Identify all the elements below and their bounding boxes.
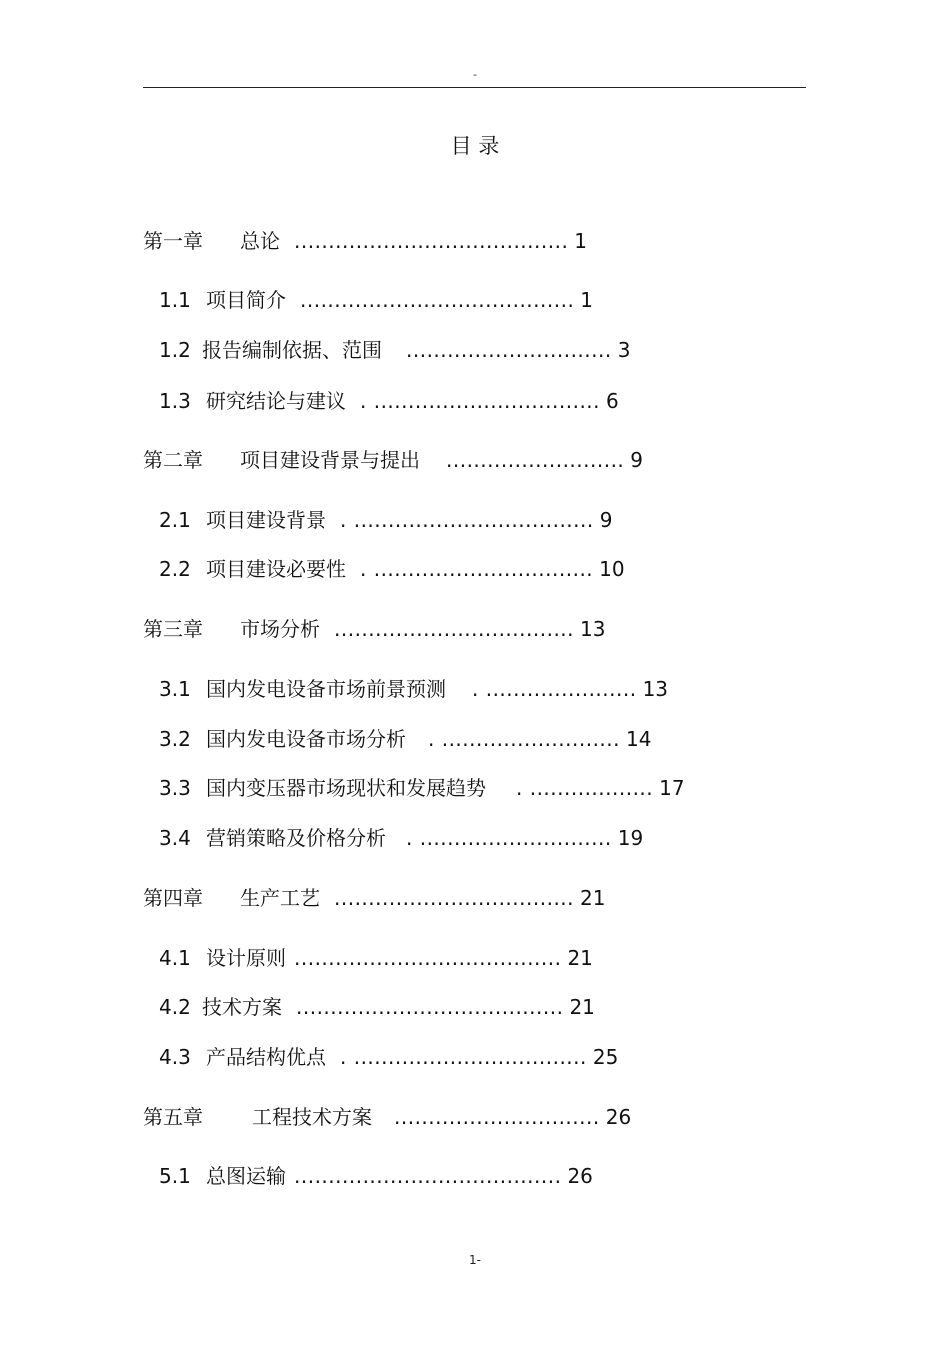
toc-number: 1.2	[159, 338, 191, 362]
toc-page: 6	[606, 389, 619, 413]
toc-section-4-2[interactable]	[159, 995, 595, 1019]
toc-leader: ...................................	[334, 886, 575, 910]
toc-section-3-1[interactable]	[159, 677, 668, 701]
toc-number: 2.1	[159, 508, 191, 532]
toc-leader: ...................................	[334, 617, 575, 641]
toc-number: 3.1	[159, 677, 191, 701]
toc-page: 17	[659, 776, 685, 800]
toc-leader: .......................................	[294, 946, 562, 970]
toc-page: 10	[599, 557, 625, 581]
toc-section-3-4[interactable]	[159, 826, 643, 850]
toc-leader: . ..................................	[340, 1045, 587, 1069]
toc-page: 13	[642, 677, 669, 701]
toc-page: 21	[580, 886, 606, 910]
toc-number: 第三章	[143, 617, 203, 641]
toc-page: 21	[567, 946, 593, 970]
toc-leader: . ..................	[516, 776, 654, 800]
toc-number: 2.2	[159, 557, 191, 581]
toc-section-5-1[interactable]	[159, 1164, 593, 1188]
toc-leader: . ............................	[406, 826, 612, 850]
toc-title: 国内发电设备市场分析	[206, 727, 406, 751]
toc-page: 25	[592, 1045, 619, 1069]
toc-page: 13	[580, 617, 606, 641]
toc-leader: . ................................	[360, 557, 594, 581]
toc-title: 工程技术方案	[252, 1105, 372, 1129]
toc-number: 3.3	[159, 776, 191, 800]
toc-leader: ..........................	[446, 448, 625, 472]
toc-page: 26	[605, 1105, 632, 1129]
toc-section-3-3[interactable]	[159, 776, 685, 800]
toc-chapter-3[interactable]	[143, 617, 605, 641]
toc-title: 研究结论与建议	[206, 389, 346, 413]
toc-title: 项目建设背景与提出	[240, 448, 420, 472]
toc-section-2-2[interactable]	[159, 557, 625, 581]
toc-number: 第二章	[143, 448, 203, 472]
toc-number: 1.3	[159, 389, 191, 413]
toc-leader: .......................................	[296, 995, 564, 1019]
toc-number: 4.2	[159, 995, 191, 1019]
header-mark: -	[473, 68, 477, 81]
toc-title: 生产工艺	[240, 886, 320, 910]
toc-title: 项目建设背景	[206, 508, 326, 532]
toc-leader: . .................................	[360, 389, 601, 413]
toc-number: 3.4	[159, 826, 191, 850]
toc-title: 市场分析	[240, 617, 320, 641]
toc-chapter-2[interactable]	[143, 448, 643, 472]
toc-title: 国内变压器市场现状和发展趋势	[206, 776, 486, 800]
toc-number: 4.1	[159, 946, 191, 970]
toc-title: 产品结构优点	[206, 1045, 326, 1069]
toc-section-3-2[interactable]	[159, 727, 651, 751]
toc-title: 项目简介	[206, 288, 286, 312]
toc-page: 14	[626, 727, 652, 751]
page-title: 目 录	[450, 134, 500, 158]
toc-page: 3	[617, 338, 631, 362]
toc-section-4-3[interactable]	[159, 1045, 618, 1069]
toc-chapter-1[interactable]	[143, 229, 587, 253]
toc-page: 19	[617, 826, 644, 850]
toc-chapter-4[interactable]	[143, 886, 605, 910]
toc-section-1-3[interactable]	[159, 389, 619, 413]
toc-page: 26	[567, 1164, 593, 1188]
toc-number: 1.1	[159, 288, 191, 312]
toc-page: 21	[569, 995, 595, 1019]
toc-section-4-1[interactable]	[159, 946, 593, 970]
toc-leader: ........................................	[300, 288, 575, 312]
toc-title: 设计原则	[206, 946, 286, 970]
toc-leader: .......................................	[294, 1164, 562, 1188]
toc-section-1-2[interactable]	[159, 338, 630, 362]
toc-number: 3.2	[159, 727, 191, 751]
toc-title: 报告编制依据、范围	[202, 338, 382, 362]
toc-title: 总图运输	[206, 1164, 286, 1188]
toc-page: 1	[580, 288, 594, 312]
toc-page: 9	[630, 448, 644, 472]
toc-number: 5.1	[159, 1164, 191, 1188]
toc-section-2-1[interactable]	[159, 508, 612, 532]
toc-section-1-1[interactable]	[159, 288, 593, 312]
toc-number: 第一章	[143, 229, 203, 253]
toc-chapter-5[interactable]	[143, 1105, 631, 1129]
toc-leader: ........................................	[294, 229, 569, 253]
toc-leader: . ..........................	[428, 727, 621, 751]
toc-title: 国内发电设备市场前景预测	[206, 677, 446, 701]
toc-number: 第四章	[143, 886, 203, 910]
toc-leader: ..............................	[406, 338, 612, 362]
toc-title: 总论	[240, 229, 280, 253]
toc-number: 4.3	[159, 1045, 191, 1069]
page-number: 1-	[469, 1253, 481, 1267]
toc-page: 1	[574, 229, 588, 253]
toc-leader: . ...................................	[340, 508, 594, 532]
toc-title: 技术方案	[202, 995, 282, 1019]
toc-page: 9	[599, 508, 613, 532]
toc-leader: . ......................	[472, 677, 637, 701]
toc-leader: ..............................	[394, 1105, 600, 1129]
toc-title: 营销策略及价格分析	[206, 826, 386, 850]
toc-title: 项目建设必要性	[206, 557, 346, 581]
toc-number: 第五章	[143, 1105, 203, 1129]
